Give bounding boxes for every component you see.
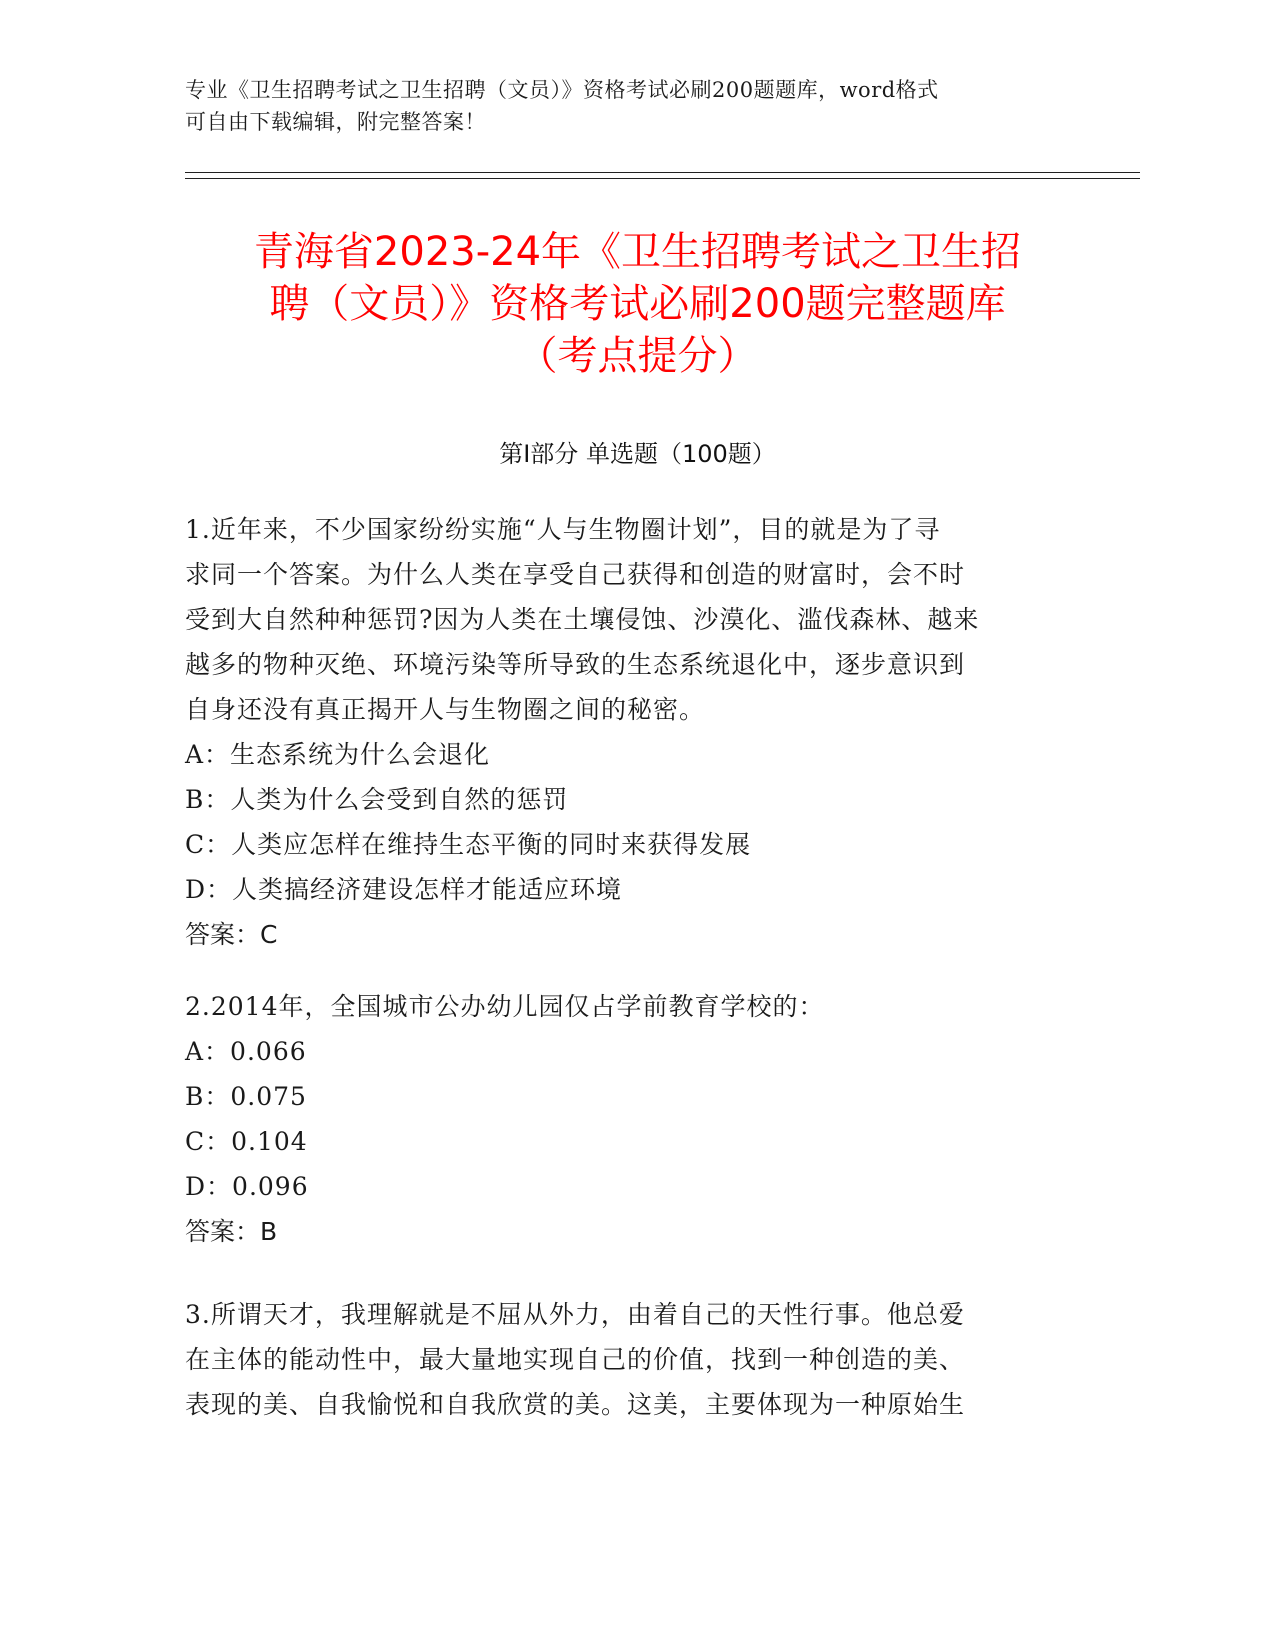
question-2 [185, 984, 1065, 1254]
question-text-line: 在主体的能动性中，最大量地实现自己的价值，找到一种创造的美、 [185, 1345, 966, 1374]
header-line-1: 专业《卫生招聘考试之卫生招聘（文员）》资格考试必刷200题题库，word格式 [185, 78, 939, 102]
header-line-2: 可自由下载编辑，附完整答案！ [185, 110, 486, 134]
answer: 答案：C [185, 920, 278, 949]
question-text-line: 3.所谓天才，我理解就是不屈从外力，由着自己的天性行事。他总爱 [185, 1300, 965, 1329]
question-3 [185, 1292, 1065, 1427]
question-text-line: 求同一个答案。为什么人类在享受自己获得和创造的财富时，会不时 [185, 560, 966, 589]
question-text-line: 受到大自然种种惩罚?因为人类在土壤侵蚀、沙漠化、滥伐森林、越来 [185, 605, 980, 634]
option-d: D：0.096 [185, 1172, 309, 1201]
question-text-line: 表现的美、自我愉悦和自我欣赏的美。这美，主要体现为一种原始生 [185, 1390, 966, 1419]
title-line-1: 青海省2023-24年《卫生招聘考试之卫生招 [253, 229, 1022, 275]
option-d: D：人类搞经济建设怎样才能适应环境 [185, 875, 623, 904]
question-text-line: 1.近年来，不少国家纷纷实施“人与生物圈计划”，目的就是为了寻 [185, 515, 941, 544]
header-divider-bottom [185, 178, 1140, 179]
option-b: B：人类为什么会受到自然的惩罚 [185, 785, 569, 814]
option-b: B：0.075 [185, 1082, 307, 1111]
option-a: A：0.066 [185, 1037, 307, 1066]
document-header [185, 74, 1065, 138]
document-title [150, 226, 1125, 382]
answer: 答案：B [185, 1217, 278, 1246]
option-a: A：生态系统为什么会退化 [185, 740, 491, 769]
section-title: 第I部分 单选题（100题） [499, 440, 776, 468]
option-c: C：0.104 [185, 1127, 308, 1156]
question-text-line: 2.2014年，全国城市公办幼儿园仅占学前教育学校的： [185, 992, 825, 1021]
question-1 [185, 507, 1065, 957]
header-divider-top [185, 172, 1140, 173]
option-c: C：人类应怎样在维持生态平衡的同时来获得发展 [185, 830, 752, 859]
title-line-2: 聘（文员）》资格考试必刷200题完整题库 [269, 281, 1006, 327]
question-text-line: 越多的物种灭绝、环境污染等所导致的生态系统退化中，逐步意识到 [185, 650, 966, 679]
question-text-line: 自身还没有真正揭开人与生物圈之间的秘密。 [185, 695, 706, 724]
title-line-3: （考点提分） [517, 333, 758, 379]
